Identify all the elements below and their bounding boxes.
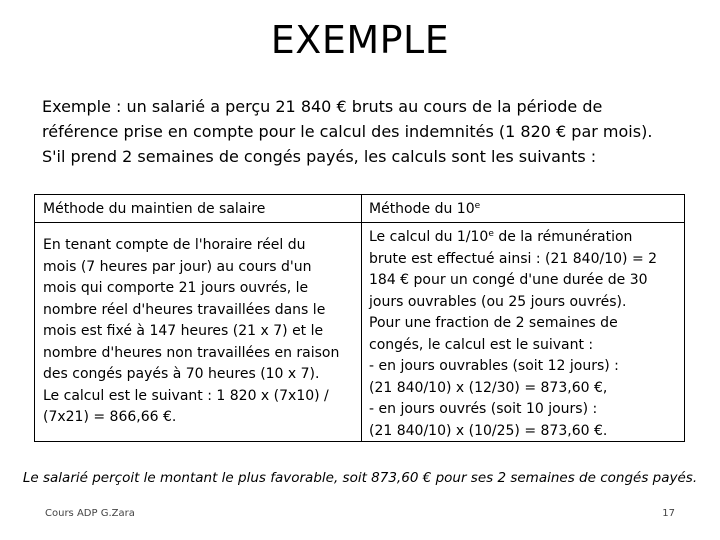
conclusion-text: Le salarié perçoit le montant le plus favorable, soit 873,60 € pour ses 2 semaines de congés payés.	[22, 470, 698, 486]
table-column-divider	[361, 195, 362, 441]
left-line: mois est fixé à 147 heures (21 x 7) et le	[43, 323, 324, 339]
left-line: En tenant compte de l'horaire réel du	[43, 237, 306, 253]
cell-methode-dixieme	[369, 227, 681, 442]
right-line-first	[369, 227, 681, 249]
header-right-text: Méthode du 10	[369, 201, 475, 217]
cell-maintien-salaire	[43, 235, 355, 429]
header-methode-dixieme	[369, 200, 480, 218]
header-right-sup: e	[474, 201, 481, 211]
right-line: - en jours ouvrables (soit 12 jours) :	[369, 358, 619, 374]
left-line: des congés payés à 70 heures (10 x 7).	[43, 366, 320, 382]
right-first-suffix: de la rémunération	[493, 229, 633, 245]
footer-course-label: Cours ADP G.Zara	[45, 508, 135, 519]
left-line: (7x21) = 866,66 €.	[43, 409, 177, 425]
intro-line-3: S'il prend 2 semaines de congés payés, les calculs sont les suivants :	[42, 147, 597, 166]
right-first-prefix: Le calcul du 1/10	[369, 229, 489, 245]
left-line: Le calcul est le suivant : 1 820 x (7x10) /	[43, 387, 329, 404]
right-line: brute est effectué ainsi : (21 840/10) = 2	[369, 250, 658, 267]
left-line: nombre d'heures non travaillées en raison	[43, 344, 340, 361]
right-line: (21 840/10) x (12/30) = 873,60 €,	[369, 379, 608, 396]
right-line: congés, le calcul est le suivant :	[369, 336, 594, 353]
intro-paragraph	[42, 94, 692, 169]
header-maintien-salaire: Méthode du maintien de salaire	[43, 201, 266, 217]
left-line: mois qui comporte 21 jours ouvrés, le	[43, 280, 309, 296]
page-number: 17	[662, 508, 675, 519]
right-line: Pour une fraction de 2 semaines de	[369, 315, 618, 331]
left-line: mois (7 heures par jour) au cours d'un	[43, 258, 312, 275]
right-first-sup: e	[488, 229, 494, 239]
left-line: nombre réel d'heures travaillées dans le	[43, 301, 326, 318]
intro-line-2: référence prise en compte pour le calcul des indemnités (1 820 € par mois).	[42, 122, 653, 141]
right-line: (21 840/10) x (10/25) = 873,60 €.	[369, 422, 608, 439]
right-line: - en jours ouvrés (soit 10 jours) :	[369, 401, 598, 417]
slide-title: EXEMPLE	[270, 18, 450, 62]
comparison-table	[34, 194, 685, 442]
right-line: 184 € pour un congé d'une durée de 30	[369, 272, 648, 288]
right-line: jours ouvrables (ou 25 jours ouvrés).	[369, 293, 627, 310]
intro-line-1: Exemple : un salarié a perçu 21 840 € bruts au cours de la période de	[42, 97, 603, 116]
